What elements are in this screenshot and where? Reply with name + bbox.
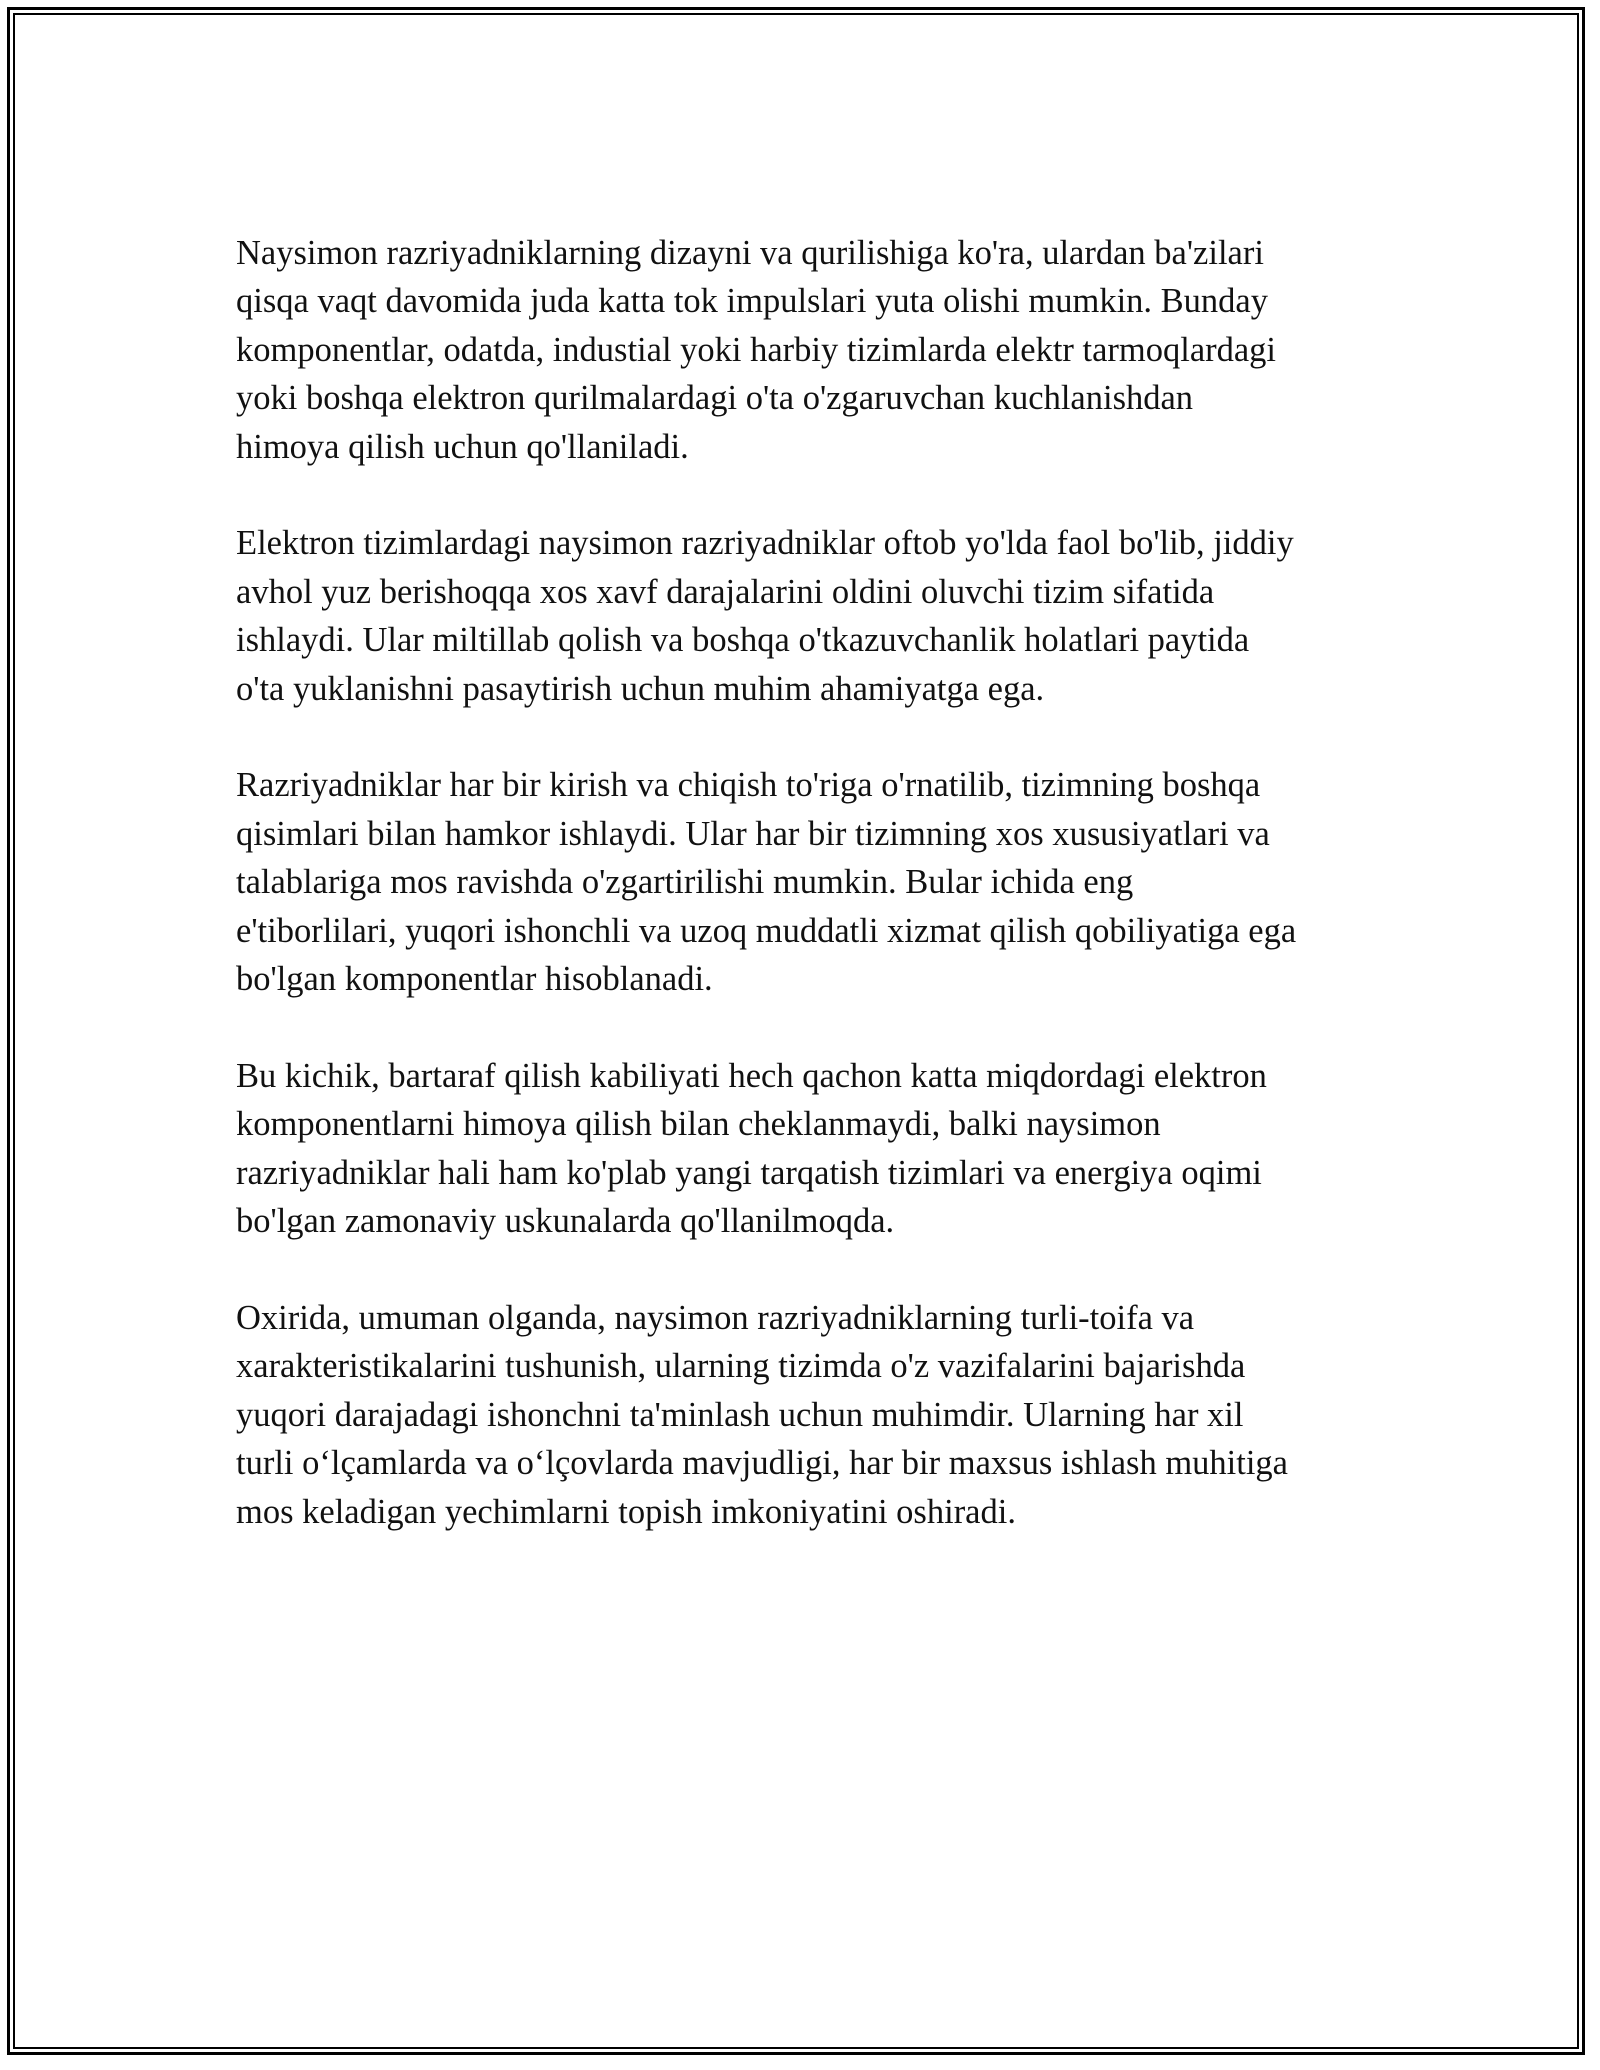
paragraph-1: Naysimon razriyadniklarning dizayni va qurilishiga ko'ra, ulardan ba'zilari qisqa vaqt davomida juda katta tok impulslari yuta olishi mumkin. Bunday komponentlar, odatda, industial yoki harbiy tizimlarda elektr tarmoqlardagi yoki boshqa elektron qurilmalardagi o'ta o'zgaruvchan kuchlanishdan himoya qilish uchun qo'llaniladi.: [236, 234, 1277, 466]
paragraph-3: Razriyadniklar har bir kirish va chiqish to'riga o'rnatilib, tizimning boshqa qisimlari bilan hamkor ishlaydi. Ular har bir tizimning xos xususiyatlari va talablariga mos ravishda o'zgartirilishi mumkin. Bular ichida eng e'tiborlilari, yuqori ishonchli va uzoq muddatli xizmat qilish qobiliyatiga ega bo'lgan komponentlar hisoblanadi.: [236, 766, 1297, 999]
paragraph-5: Oxirida, umuman olganda, naysimon razriyadniklarning turli-toifa va xarakteristikalarini tushunish, ularning tizimda o'z vazifalarini bajarishda yuqori darajadagi ishonchni ta'minlash uchun muhimdir. Ularning har xil turli oʻlçamlarda va oʻlçovlarda mavjudligi, har bir maxsus ishlash muhitiga mos keladigan yechimlarni topish imkoniyatini oshiradi.: [236, 1298, 1288, 1531]
paragraph-4: Bu kichik, bartaraf qilish kabiliyati hech qachon katta miqdordagi elektron komponentlarni himoya qilish bilan cheklanmaydi, balki naysimon razriyadniklar hali ham ko'plab yangi tarqatish tizimlari va energiya oqimi bo'lgan zamonaviy uskunalarda qo'llanilmoqda.: [236, 1056, 1267, 1241]
document-body: [236, 229, 1386, 1584]
paragraph-2: Elektron tizimlardagi naysimon razriyadniklar oftob yo'lda faol bo'lib, jiddiy avhol yuz berishoqqa xos xavf darajalarini oldini oluvchi tizim sifatida ishlaydi. Ular miltillab qolish va boshqa o'tkazuvchanlik holatlari paytida o'ta yuklanishni pasaytirish uchun muhim ahamiyatga ega.: [236, 524, 1294, 708]
